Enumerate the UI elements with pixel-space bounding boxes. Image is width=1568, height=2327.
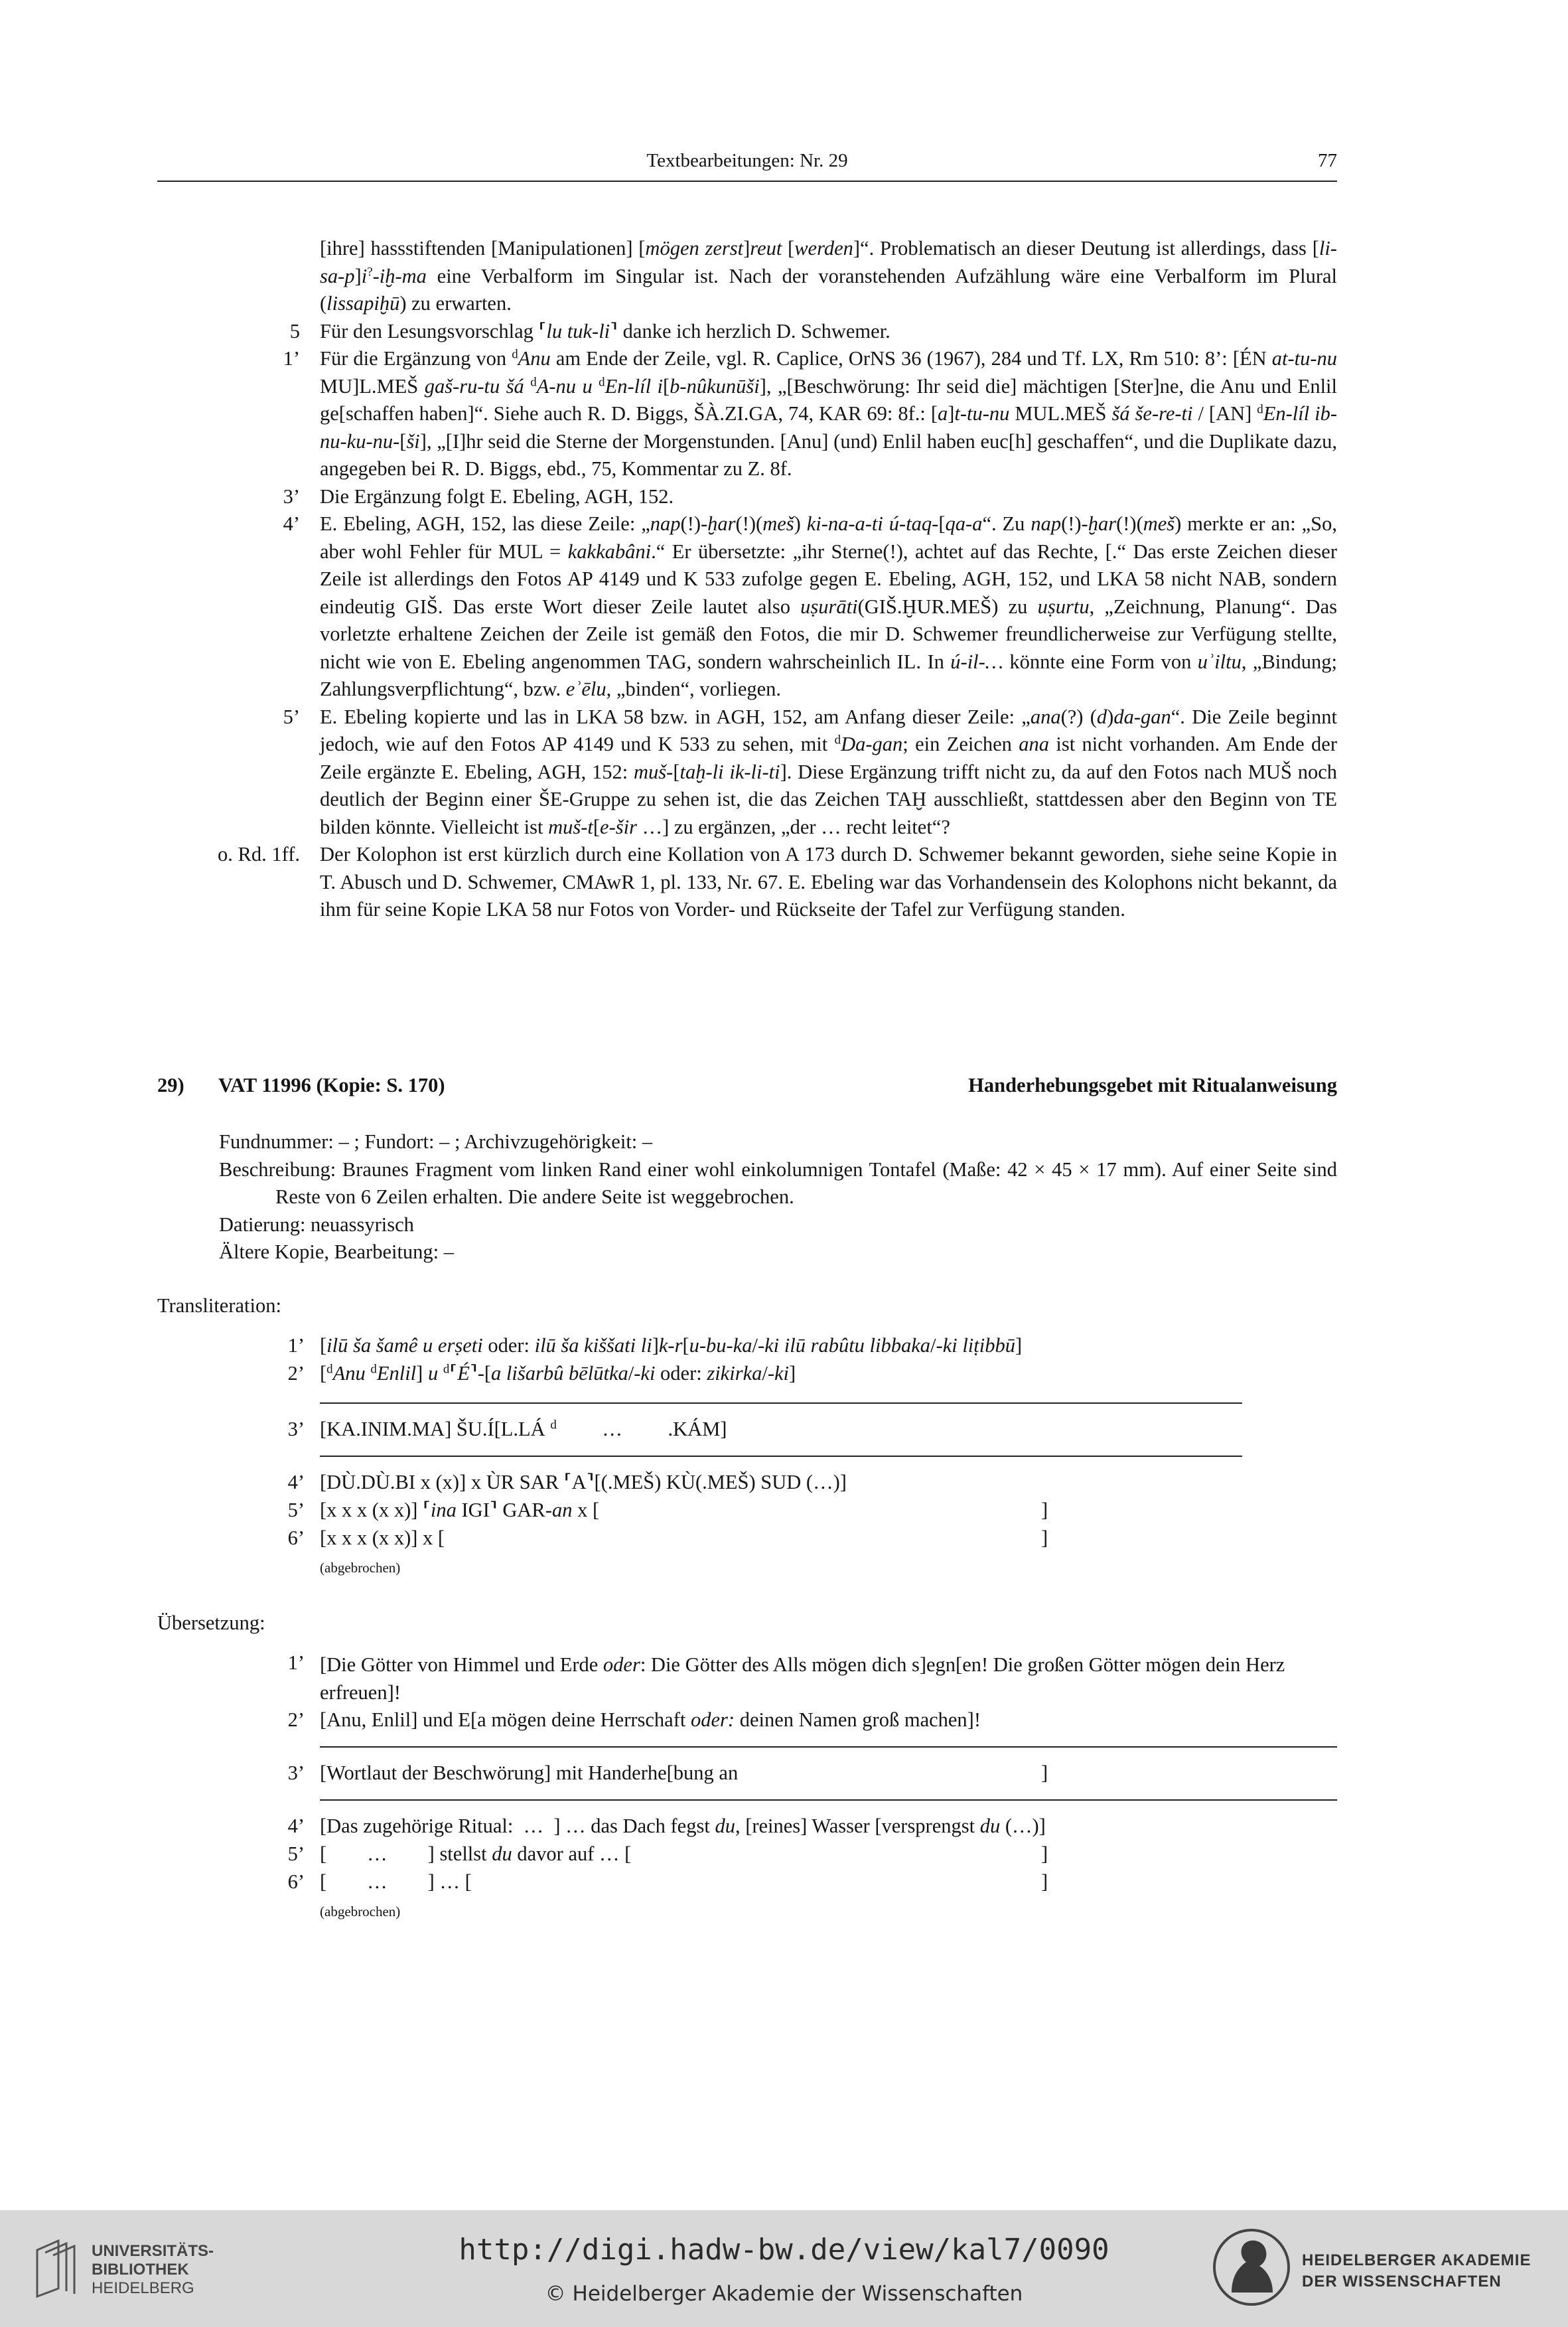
academy-name-line: HEIDELBERGER AKADEMIE (1302, 2251, 1532, 2269)
closing-bracket: ] (1041, 1762, 1048, 1784)
translation-line (157, 1842, 1337, 1870)
line-text: [DÙ.DÙ.BI x (x)] x ÙR SAR ⸢A⸣[(.MEŠ) KÙ(.MEŠ) SUD (…)] (320, 1471, 847, 1493)
line-number: 6’ (287, 1870, 305, 1893)
entry-metadata (219, 1128, 1337, 1266)
translation-line (157, 1815, 1337, 1842)
note-text: [ihre] hassstiftenden [Manipulationen] [mögen zerst]reut [werden]“. Problematisch an dieser Deutung ist allerdings, dass [li-sa-p]i?-iḫ-ma eine Verbalform im Singular ist. Nach der voranstehenden Aufzählung wäre eine Verbalform im Plural (lissapiḫū) zu erwarten. (320, 237, 1337, 315)
line-number: 3’ (287, 1762, 305, 1784)
commentary-notes (157, 235, 1337, 924)
note-continuation (157, 235, 1337, 318)
line-number: 3’ (287, 1418, 305, 1440)
line-text: [KA.INIM.MA] ŠU.Í[L.LÁ $^d$ … .KÁM] (320, 1418, 727, 1440)
line-number: 2’ (287, 1362, 305, 1385)
transliteration-line (157, 1527, 1337, 1554)
note-text: E. Ebeling, AGH, 152, las diese Zeile: „nap(!)-ḫar(!)(meš) ki-na-a-ti ú-taq-[qa-a“. Zu nap(!)-ḫar(!)(meš) merkte er an: „So, aber wohl Fehler für MUL = kakkabâni.“ Er übersetzte: „ihr Sterne(!), achtet auf das Rechte, [.“ Das erste Zeichen dieser Zeile ist allerdings den Fotos AP 4149 und K 533 zufolge gegen E. Ebeling, AGH, 152, und LKA 58 nicht NAB, sondern eindeutig GIŠ. Das erste Wort dieser Zeile lautet also uṣurāti(GIŠ.ḪUR.MEŠ) zu uṣurtu, „Zeichnung, Planung“. Das vorletzte erhaltene Zeichen der Zeile ist gemäß den Fotos, die mir D. Schwemer freundlicherweise zur Verfügung stellte, nicht wie von E. Ebeling angenommen TAG, sondern wahrscheinlich IL. In ú-il-… könnte eine Form von uʾiltu, „Bindung; Zahlungsverpflichtung“, bzw. eʾēlu, „binden“, vorliegen. (320, 512, 1338, 700)
line-text: [Das zugehörige Ritual: … ] … das Dach fegst du, [reines] Wasser [versprengst du (…)] (320, 1815, 1046, 1837)
copyright-notice: © Heidelberger Akademie der Wissenschaften (545, 2282, 1023, 2306)
section-divider (320, 1456, 1242, 1457)
library-name-line: UNIVERSITÄTS- (92, 2242, 214, 2260)
note-text: Die Ergänzung folgt E. Ebeling, AGH, 152. (320, 485, 674, 508)
transliteration-line (157, 1418, 1337, 1445)
note-line-3 (157, 483, 1337, 511)
line-text: [Wortlaut der Beschwörung] mit Handerhe[bung an (320, 1762, 739, 1784)
line-text: [Die Götter von Himmel und Erde oder: Die Götter des Alls mögen dich s]egn[en! Die großen Götter mögen dein Herz erfreuen]! (320, 1653, 1285, 1704)
description: Beschreibung: Braunes Fragment vom linken Rand einer wohl einkolumnigen Tontafel (Maße: 42 × 45 × 17 mm). Auf einer Seite sind Reste von 6 Zeilen erhalten. Die andere Seite ist weggebrochen. (219, 1158, 1337, 1208)
line-text: [ … ] … [ (320, 1870, 472, 1893)
library-name-line: BIBLIOTHEK (92, 2261, 189, 2279)
entry-number: 29) (157, 1074, 184, 1096)
note-tag: o. Rd. 1ff. (218, 843, 300, 865)
transliteration-line (157, 1362, 1337, 1389)
line-text: [$^d$Anu $^d$Enlil] u $^d$⸢É⸣-[a lišarbû bēlūtka/-ki oder: zikirka/-ki] (320, 1362, 796, 1385)
line-number: 5’ (287, 1499, 305, 1521)
note-tag: 4’ (283, 512, 300, 535)
line-text: [ … ] stellst du davor auf … [ (320, 1842, 632, 1865)
line-number: 5’ (287, 1842, 305, 1865)
line-number: 6’ (287, 1527, 305, 1549)
closing-bracket: ] (1041, 1870, 1048, 1893)
section-divider (320, 1746, 1337, 1748)
line-number: 2’ (287, 1708, 305, 1731)
line-text: [x x x (x x)] ⸢ina IGI⸣ GAR-an x [ (320, 1499, 600, 1521)
dating: Datierung: neuassyrisch (219, 1213, 414, 1236)
transliteration-line (157, 1334, 1337, 1361)
transliteration-line (157, 1471, 1337, 1498)
line-text: [Anu, Enlil] und E[a mögen deine Herrschaft oder: deinen Namen groß machen]! (320, 1708, 981, 1731)
academy-seal-icon (1212, 2227, 1291, 2307)
entry-genre: Handerhebungsgebet mit Ritualanweisung (968, 1074, 1337, 1096)
section-divider (320, 1402, 1242, 1404)
note-line-4 (157, 510, 1337, 704)
header-rule (157, 181, 1337, 182)
note-tag: 3’ (283, 485, 300, 508)
academy-name (1302, 2250, 1531, 2292)
line-number: 4’ (287, 1815, 305, 1837)
note-tag: 5 (289, 319, 300, 342)
line-text: [ilū ša šamê u erṣeti oder: ilū ša kiššati li]k-r[u-bu-ka/-ki ilū rabûtu libbaka/-ki liṭibbū] (320, 1334, 1023, 1357)
page-number: 77 (1318, 150, 1337, 171)
note-text: Für den Lesungsvorschlag ⸢lu tuk-li⸣ danke ich herzlich D. Schwemer. (320, 319, 891, 342)
translation-line (157, 1870, 1337, 1898)
translation-line (157, 1651, 1337, 1707)
entry-title: VAT 11996 (Kopie: S. 170) (218, 1074, 445, 1096)
line-number: 1’ (287, 1334, 305, 1357)
translation-line (157, 1708, 1337, 1736)
library-name-line: HEIDELBERG (92, 2279, 194, 2297)
digitization-footer (0, 2210, 1568, 2327)
note-colophon (157, 841, 1337, 924)
note-tag: 5’ (283, 705, 300, 728)
section-divider (320, 1799, 1337, 1801)
running-title: Textbearbeitungen: Nr. 29 (646, 150, 848, 171)
note-text: Für die Ergänzung von $^d$Anu am Ende der Zeile, vgl. R. Caplice, OrNS 36 (1967), 284 und Tf. LX, Rm 510: 8’: [ÉN at-tu-nu MU]L.MEŠ gaš-ru-tu šá $^d$A-nu u $^d$En-líl i[b-nûkunūši], „[Beschwörung: Ihr seid die] mächtigen [Ster]ne, die Anu und Enlil ge[schaffen haben]“. Siehe auch R. D. Biggs, ŠÀ.ZI.GA, 74, KAR 69: 8f.: [a]t-tu-nu MUL.MEŠ šá še-re-ti / [AN] $^d$En-líl ib-nu-ku-nu-[ši], „[I]hr seid die Sterne der Morgenstunden. [Anu] (und) Enlil haben euc[h] geschaffen“, und die Duplikate dazu, angegeben bei R. D. Biggs, ebd., 75, Kommentar zu Z. 8f. (320, 347, 1338, 480)
academy-name-line: DER WISSENSCHAFTEN (1302, 2273, 1502, 2290)
running-head (157, 147, 1337, 181)
transliteration-line (157, 1499, 1337, 1526)
permalink[interactable]: http://digi.hadw-bw.de/view/kal7/0090 (459, 2233, 1109, 2267)
note-line-1 (157, 345, 1337, 483)
translation-line (157, 1762, 1337, 1789)
closing-bracket: ] (1041, 1842, 1048, 1865)
broken-off-note: (abgebrochen) (320, 1560, 401, 1576)
closing-bracket: ] (1041, 1527, 1048, 1549)
broken-off-note: (abgebrochen) (320, 1904, 401, 1919)
transliteration-label: Transliteration: (157, 1294, 281, 1317)
closing-bracket: ] (1041, 1499, 1048, 1521)
note-text: Der Kolophon ist erst kürzlich durch eine Kollation von A 173 durch D. Schwemer bekannt geworden, siehe seine Kopie in T. Abusch und D. Schwemer, CMAwR 1, pl. 133, Nr. 67. E. Ebeling war das Vorhandensein des Kolophons nicht bekannt, da ihm für seine Kopie LKA 58 nur Fotos von Vorder- und Rückseite der Tafel zur Verfügung standen. (320, 843, 1337, 921)
note-text: E. Ebeling kopierte und las in LKA 58 bzw. in AGH, 152, am Anfang dieser Zeile: „ana(?) (d)da-gan“. Die Zeile beginnt jedoch, wie auf den Fotos AP 4149 und K 533 zu sehen, mit $^d$Da-gan; ein Zeichen ana ist nicht vorhanden. Am Ende der Zeile ergänzte E. Ebeling, AGH, 152: muš-[taḫ-li ik-li-ti]. Diese Ergänzung trifft nicht zu, da auf den Fotos nach MUŠ noch deutlich der Beginn einer ŠE-Gruppe zu sehen ist, die das Zeichen TAḪ ausschließt, stattdessen aber den Beginn von TE bilden könnte. Vielleicht ist muš-t[e-šir …] zu ergänzen, „der … recht leitet“? (320, 705, 1338, 838)
line-text: [x x x (x x)] x [ (320, 1527, 445, 1549)
older-copy: Ältere Kopie, Bearbeitung: – (219, 1240, 455, 1263)
note-line-5 (157, 318, 1337, 346)
find-info: Fundnummer: – ; Fundort: – ; Archivzugehörigkeit: – (219, 1130, 653, 1153)
line-number: 1’ (287, 1651, 305, 1674)
translation-label: Übersetzung: (157, 1612, 265, 1634)
note-line-5-rev (157, 704, 1337, 842)
note-tag: 1’ (283, 347, 300, 370)
line-number: 4’ (287, 1471, 305, 1493)
